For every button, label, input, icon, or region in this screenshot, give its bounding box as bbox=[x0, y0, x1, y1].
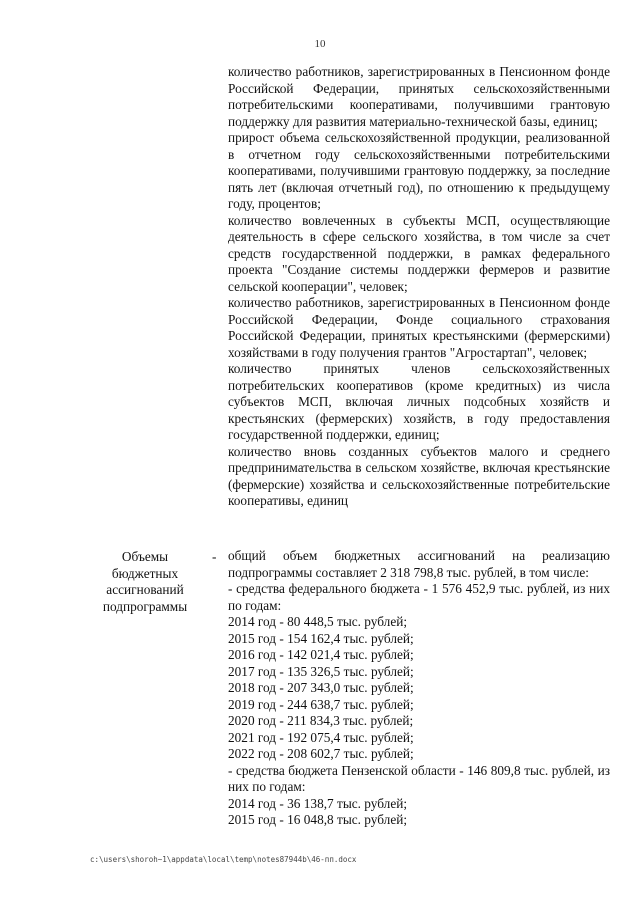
federal-year-line: 2017 год - 135 326,5 тыс. рублей; bbox=[228, 663, 414, 679]
federal-year-line: 2021 год - 192 075,4 тыс. рублей; bbox=[228, 729, 414, 745]
indicator-paragraph: количество работников, зарегистрированных в Пенсионном фонде Российской Федерации, принятых сельскохозяйственными потребительскими кооперативами, получившими грантовую поддержку для развития материально-технической базы, единиц; bbox=[228, 64, 610, 129]
federal-year-line: 2020 год - 211 834,3 тыс. рублей; bbox=[228, 713, 414, 728]
indicators-block bbox=[228, 64, 610, 510]
federal-year-line: 2022 год - 208 602,7 тыс. рублей; bbox=[228, 746, 414, 761]
budget-federal: - средства федерального бюджета - 1 576 452,9 тыс. рублей, из них по годам: bbox=[228, 581, 610, 613]
budget-block bbox=[228, 548, 610, 829]
section-label-line: подпрограммы bbox=[102, 598, 188, 614]
section-label-line: Объемы bbox=[121, 549, 169, 564]
budget-total: общий объем бюджетных ассигнований на реализацию подпрограммы составляет 2 318 798,8 тыс. рублей, в том числе: bbox=[228, 548, 610, 580]
budget-regional: - средства бюджета Пензенской области - 146 809,8 тыс. рублей, из них по годам: bbox=[228, 762, 610, 794]
federal-year-line: 2016 год - 142 021,4 тыс. рублей; bbox=[228, 647, 414, 662]
indicator-paragraph: количество вовлеченных в субъекты МСП, осуществляющие деятельность в сфере сельского хозяйства, в том числе за счет средств государственной поддержки, в рамках федерального проекта "Создание системы поддержки фермеров и развитие сельской кооперации", человек; bbox=[228, 212, 610, 294]
page-number: 10 bbox=[314, 38, 326, 50]
section-label bbox=[90, 549, 200, 615]
indicator-paragraph: количество работников, зарегистрированных в Пенсионном фонде Российской Федерации, Фонде социального страхования Российской Федерации, принятых крестьянскими (фермерскими) хозяйствами в году получения грантов "Агростартап", человек; bbox=[228, 295, 610, 360]
indicator-paragraph: прирост объема сельскохозяйственной продукции, реализованной в отчетном году сельскохозяйственными потребительскими кооперативами, получившими грантовую поддержку, за последние пять лет (включая отчетный год), по отношению к предыдущему году, процентов; bbox=[228, 130, 610, 211]
federal-year-line: 2015 год - 154 162,4 тыс. рублей; bbox=[228, 630, 414, 646]
label-dash: - bbox=[212, 549, 217, 564]
indicator-paragraph: количество принятых членов сельскохозяйственных потребительских кооперативов (кроме кредитных) из числа субъектов МСП, включая личных подсобных хозяйств и крестьянских (фермерских) хозяйств, в году предоставления государственной поддержки, единиц; bbox=[228, 361, 610, 442]
section-label-line: бюджетных bbox=[111, 565, 179, 581]
federal-year-line: 2014 год - 80 448,5 тыс. рублей; bbox=[228, 614, 408, 629]
regional-year-line: 2015 год - 16 048,8 тыс. рублей; bbox=[228, 812, 408, 827]
federal-year-line: 2018 год - 207 343,0 тыс. рублей; bbox=[228, 680, 414, 695]
federal-year-line: 2019 год - 244 638,7 тыс. рублей; bbox=[228, 696, 414, 712]
indicator-paragraph: количество вновь созданных субъектов малого и среднего предпринимательства в сельском хозяйстве, включая крестьянские (фермерские) хозяйства и сельскохозяйственные потребительские кооперативы, единиц bbox=[228, 443, 610, 508]
regional-year-line: 2014 год - 36 138,7 тыс. рублей; bbox=[228, 795, 408, 811]
section-label-line: ассигнований bbox=[106, 582, 184, 597]
footer-file-path: c:\users\shoroh~1\appdata\local\temp\notes87944b\46-пп.docx bbox=[90, 855, 357, 864]
